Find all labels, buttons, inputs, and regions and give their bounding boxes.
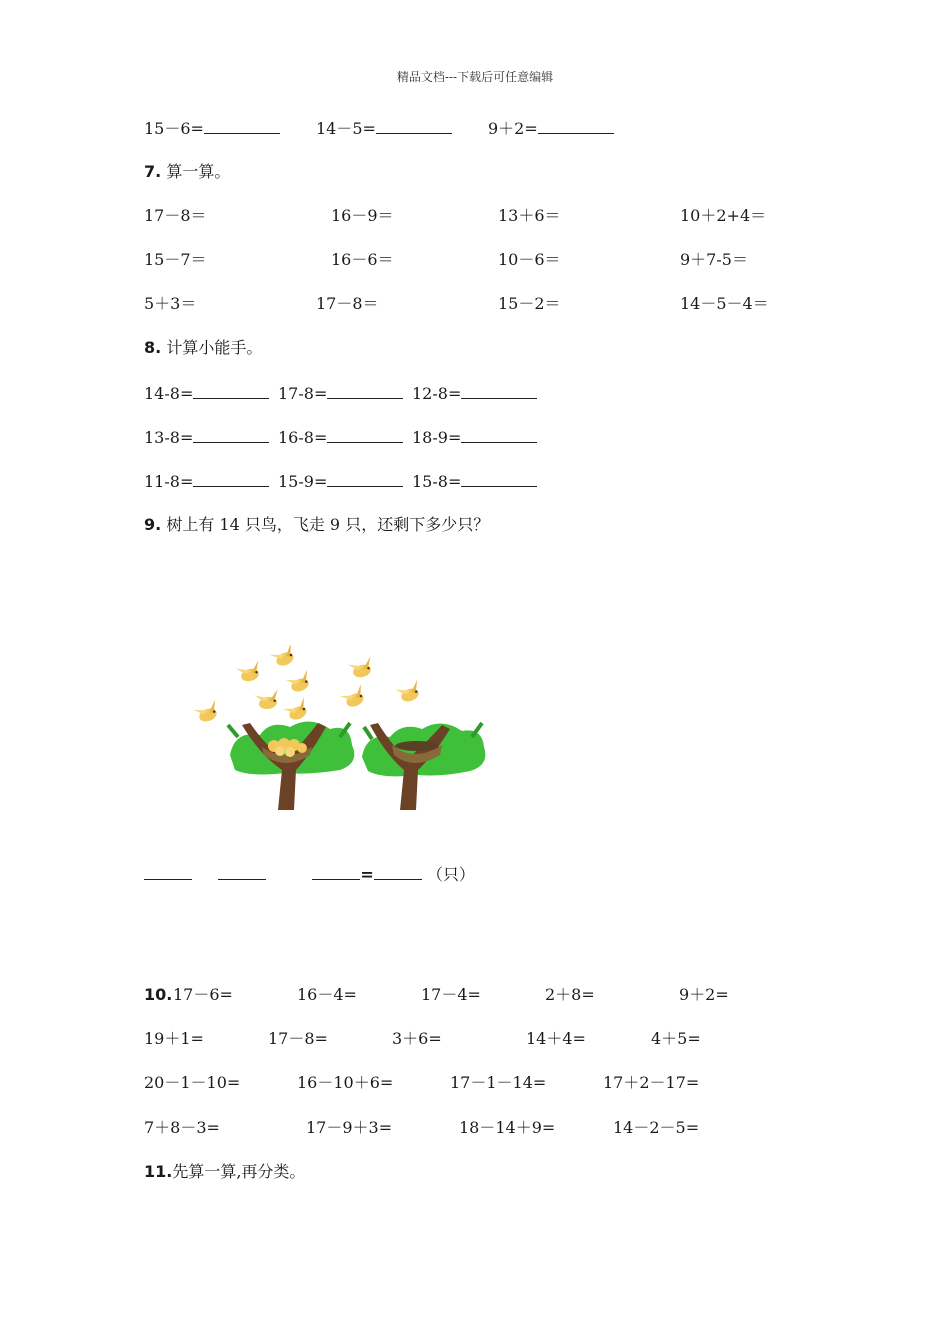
q7-item: 17－8＝ xyxy=(144,206,207,225)
q10-item: 3＋6= xyxy=(392,1029,442,1048)
q7-item: 5＋3＝ xyxy=(144,294,197,313)
exercise-top-2: 14－5= xyxy=(316,118,452,139)
answer-blank-3 xyxy=(312,864,360,880)
q7-item: 9＋7-5＝ xyxy=(680,250,748,269)
bird-icon xyxy=(347,656,375,680)
q10-item: 17＋2－17= xyxy=(603,1073,700,1092)
q10-item: 7＋8－3= xyxy=(144,1118,220,1137)
q7-item: 14－5－4＝ xyxy=(680,294,769,313)
tree-empty-nest-icon xyxy=(362,723,485,810)
bird-icon xyxy=(395,680,424,705)
unit-label: （只） xyxy=(426,865,475,884)
q10-item: 9＋2= xyxy=(679,985,729,1004)
answer-blank-1 xyxy=(144,864,192,880)
question-9-heading: 9. 树上有 14 只鸟，飞走 9 只，还剩下多少只？ xyxy=(144,515,490,534)
q8-item: 17-8= xyxy=(278,383,403,404)
q10-item: 4＋5= xyxy=(651,1029,701,1048)
q7-item: 15－7＝ xyxy=(144,250,207,269)
question-10-heading: 10. xyxy=(144,985,173,1004)
answer-blank-4 xyxy=(374,864,422,880)
bird-icon xyxy=(235,660,263,684)
q10-item: 14＋4= xyxy=(526,1029,586,1048)
q8-item: 15-8= xyxy=(412,471,537,492)
bird-icon xyxy=(254,689,281,711)
bird-icon xyxy=(285,670,314,695)
q8-item: 13-8= xyxy=(144,427,269,448)
question-11-heading: 11.先算一算,再分类。 xyxy=(144,1162,306,1181)
q10-item: 17－1－14= xyxy=(450,1073,547,1092)
exercise-top-1: 15－6= xyxy=(144,118,280,139)
q10-item: 19＋1= xyxy=(144,1029,204,1048)
tree-with-birds-icon xyxy=(228,721,354,810)
q10-item: 17－4= xyxy=(421,985,481,1004)
q7-item: 13＋6＝ xyxy=(498,206,561,225)
bird-icon xyxy=(282,697,311,723)
q8-item: 12-8= xyxy=(412,383,537,404)
q10-item: 16－4= xyxy=(297,985,357,1004)
q7-item: 15－2＝ xyxy=(498,294,561,313)
q7-item: 10－6＝ xyxy=(498,250,561,269)
bird-icon xyxy=(269,645,298,670)
question-7-heading: 7. 算一算。 xyxy=(144,162,231,181)
bird-icon xyxy=(339,684,368,710)
q10-item: 17－9＋3= xyxy=(306,1118,393,1137)
answer-line xyxy=(144,864,475,885)
equals-sign: = xyxy=(360,865,374,884)
q8-item: 18-9= xyxy=(412,427,537,448)
bird-icon xyxy=(193,700,222,725)
q10-item: 18－14＋9= xyxy=(459,1118,556,1137)
q7-item: 17－8＝ xyxy=(316,294,379,313)
q10-item: 14－2－5= xyxy=(613,1118,700,1137)
q10-item: 2＋8= xyxy=(545,985,595,1004)
q10-item: 17－8= xyxy=(268,1029,328,1048)
answer-blank-2 xyxy=(218,864,266,880)
page-header: 精品文档---下载后可任意编辑 xyxy=(396,70,554,84)
trees-and-birds-illustration xyxy=(190,645,490,815)
q7-item: 16－6＝ xyxy=(331,250,394,269)
q10-item: 16－10＋6= xyxy=(297,1073,394,1092)
q7-item: 16－9＝ xyxy=(331,206,394,225)
exercise-top-3: 9＋2= xyxy=(488,118,614,139)
q10-item: 20－1－10= xyxy=(144,1073,241,1092)
q10-item: 17－6= xyxy=(173,985,233,1004)
question-8-heading: 8. 计算小能手。 xyxy=(144,338,263,357)
q8-item: 15-9= xyxy=(278,471,403,492)
q7-item: 10＋2+4＝ xyxy=(680,206,767,225)
q8-item: 11-8= xyxy=(144,471,269,492)
q8-item: 16-8= xyxy=(278,427,403,448)
q8-item: 14-8= xyxy=(144,383,269,404)
